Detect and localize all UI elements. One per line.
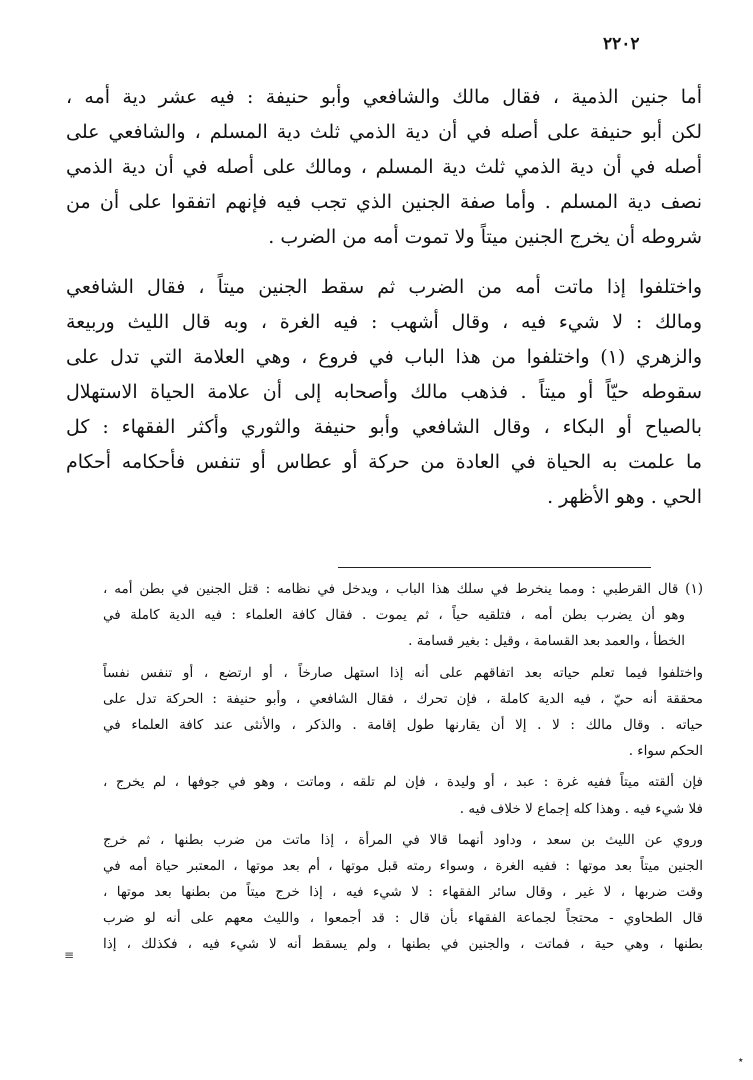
footnote-line: محققة أنه حيّ ، فيه الدية كاملة ، فإن تحرك ، فقال الشافعي ، وأبو حنيفة : الحركة تدل على [103, 690, 703, 707]
footnote-line: واختلفوا فيما تعلم حياته بعد اتفاقهم على أنه إذا استهل صارخاً ، أو ارتضع ، أو تنفس نفساً [103, 664, 703, 681]
footnote-line: بطنها ، وهي حية ، فماتت ، والجنين في بطنها ، ولم يسقط أنه لا شيء فيه ، فكذلك ، إذا [103, 936, 703, 953]
footnote-line: وقت ضربها ، لا غير ، وقال سائر الفقهاء : لا شيء فيه ، إذا خرج ميتاً من بطنها بعد موتها ، [103, 884, 703, 901]
footnote-line: فلا شيء فيه . وهذا كله إجماع لا خلاف فيه . [459, 800, 703, 817]
footnote-paragraph-2 [103, 660, 703, 765]
text-line: أما جنين الذمية ، فقال مالك والشافعي وأبو حنيفة : فيه عشر دية أمه ، [66, 86, 702, 108]
text-line: سقوطه حيّاً أو ميتاً . فذهب مالك وأصحابه إلى أن علامة الحياة الاستهلال [66, 381, 702, 403]
footnote-line: حياته . وقال مالك : لا . إلا أن يقارنها طول إقامة . والذكر ، والأنثى عند كافة العلماء في [103, 716, 703, 733]
footnote-line: فإن ألقته ميتاً ففيه غرة : عبد ، أو وليدة ، فإن لم تلقه ، وماتت ، وهو في جوفها ، لم يخرج ، [103, 774, 703, 791]
main-text [66, 80, 702, 515]
text-line: لكن أبو حنيفة على أصله في أن دية الذمي ثلث دية المسلم ، والشافعي على [66, 121, 702, 143]
text-line: أصله في أن دية الذمي ثلث دية المسلم ، ومالك على أصله في أن دية الذمي [66, 156, 702, 178]
text-line: ما علمت به الحياة في العادة من حركة أو عطاس أو تنفس فأحكامه أحكام [66, 451, 702, 473]
text-line: والزهري (١) واختلفوا من هذا الباب في فروع ، وهي العلامة التي تدل على [66, 346, 702, 368]
footnote-line: الجنين ميتاً بعد موتها : ففيه الغرة ، وسواء رمته قبل موتها ، أم بعد موتها ، المعتبر حياة أمه في [103, 857, 703, 874]
footnote-separator [338, 567, 651, 568]
footnote-line: (١) قال القرطبي : ومما ينخرط في سلك هذا الباب ، ويدخل في نظامه : قتل الجنين في بطن أمه ، [103, 581, 703, 597]
footnote-line: الحكم سواء . [628, 743, 703, 760]
footnote-line: قال الطحاوي - محتجاً لجماعة الفقهاء بأن قال : قد أجمعوا ، والليث معهم على أنه لو ضرب [103, 910, 703, 927]
paragraph-1 [66, 80, 702, 255]
text-line: شروطه أن يخرج الجنين ميتاً ولا تموت أمه من الضرب . [268, 226, 702, 248]
footnote-line: وهو أن يضرب بطن أمه ، فتلقيه حياً ، ثم يموت . فقال كافة العلماء : فيه الدية كاملة في [103, 607, 685, 624]
footnote-line: وروي عن الليث بن سعد ، وداود أنهما قالا في المرأة ، إذا ماتت من ضرب بطنها ، ثم خرج [103, 831, 703, 848]
footnotes [103, 576, 703, 958]
text-line: بالصياح أو البكاء ، وقال الشافعي وأبو حنيفة والثوري وأكثر الفقهاء : كل [66, 416, 702, 438]
corner-mark: ٭ [738, 1055, 744, 1066]
text-line: الحي . وهو الأظهر . [547, 486, 702, 508]
text-line: ومالك : لا شيء فيه ، وقال أشهب : فيه الغرة ، وبه قال الليث وربيعة [66, 311, 702, 333]
paragraph-2 [66, 270, 702, 515]
text-line: واختلفوا إذا ماتت أمه من الضرب ثم سقط الجنين ميتاً ، فقال الشافعي [66, 276, 702, 298]
page-number: ٢٢٠٢ [603, 34, 640, 54]
margin-mark: ≡ [64, 948, 75, 962]
text-line: نصف دية المسلم . وأما صفة الجنين الذي تجب فيه فإنهم اتفقوا على أن من [66, 191, 702, 213]
footnote-paragraph-3 [103, 769, 703, 821]
footnote-paragraph-1 [103, 576, 703, 655]
footnote-paragraph-4 [103, 827, 703, 958]
footnote-line: الخطأ ، والعمد بعد القسامة ، وقيل : بغير قسامة . [408, 633, 685, 650]
